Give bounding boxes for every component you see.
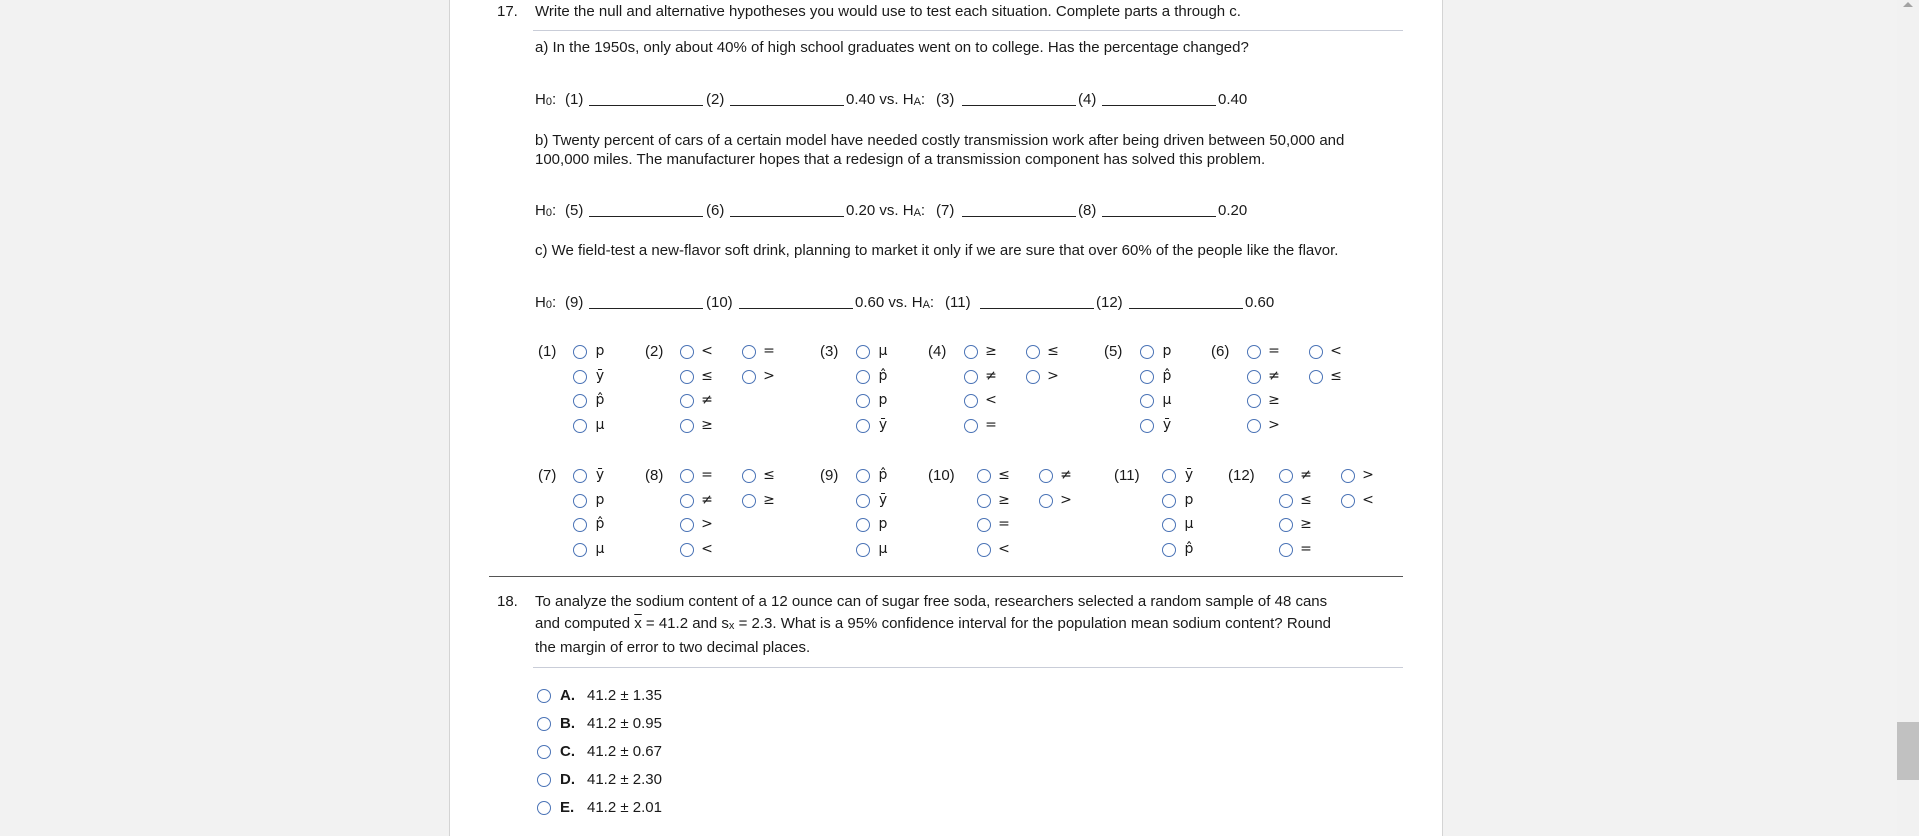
choice-group-label: (6) bbox=[1211, 343, 1230, 360]
radio-option-label: μ bbox=[1184, 516, 1194, 532]
radio-option[interactable] bbox=[680, 494, 694, 508]
radio-option[interactable] bbox=[856, 370, 870, 384]
blank-label-10: (10) bbox=[706, 294, 733, 311]
choice-group-label: (12) bbox=[1228, 467, 1255, 484]
radio-option-label: ȳ bbox=[1162, 416, 1172, 433]
radio-option[interactable] bbox=[537, 745, 551, 759]
radio-option[interactable] bbox=[1026, 345, 1040, 359]
choice-group-label: (8) bbox=[645, 467, 664, 484]
choice-group-label: (9) bbox=[820, 467, 839, 484]
radio-option[interactable] bbox=[742, 469, 756, 483]
radio-option[interactable] bbox=[573, 394, 587, 408]
choice-group-label: (1) bbox=[538, 343, 557, 360]
answer-blank-1[interactable] bbox=[589, 105, 703, 106]
blank-label-11: (11) bbox=[945, 294, 971, 311]
radio-option[interactable] bbox=[856, 518, 870, 532]
vertical-scrollbar[interactable] bbox=[1897, 0, 1919, 836]
radio-option-label: p̂ bbox=[878, 367, 888, 384]
radio-option-label: p̂ bbox=[878, 467, 888, 483]
radio-option-label: μ bbox=[595, 416, 605, 433]
radio-option-label: ≥ bbox=[763, 491, 775, 508]
radio-option-label: ≠ bbox=[1060, 467, 1072, 483]
radio-option[interactable] bbox=[573, 494, 587, 508]
radio-option-label: > bbox=[1268, 416, 1280, 433]
question-18-line1: To analyze the sodium content of a 12 ounce can of sugar free soda, researchers selected a random sample of 48 cans bbox=[535, 593, 1328, 610]
radio-option[interactable] bbox=[680, 419, 694, 433]
answer-text: 41.2 ± 0.67 bbox=[587, 743, 662, 760]
blank-label-3: (3) bbox=[936, 91, 955, 108]
blank-label-5: (5) bbox=[565, 202, 584, 219]
radio-option-label: p̂ bbox=[1162, 367, 1172, 384]
radio-option-label: ≤ bbox=[1330, 367, 1342, 384]
radio-option-label: p̂ bbox=[595, 516, 605, 532]
radio-option-label: ≥ bbox=[1268, 392, 1280, 408]
radio-option[interactable] bbox=[537, 801, 551, 815]
radio-option[interactable] bbox=[1162, 494, 1176, 508]
radio-option-label: ≥ bbox=[985, 343, 997, 359]
choice-group-label: (7) bbox=[538, 467, 557, 484]
radio-option-label: ȳ bbox=[878, 416, 888, 433]
radio-option[interactable] bbox=[573, 370, 587, 384]
radio-option[interactable] bbox=[573, 469, 587, 483]
radio-option-label: > bbox=[763, 367, 775, 384]
radio-option-label: ≠ bbox=[701, 491, 713, 508]
radio-option[interactable] bbox=[1162, 518, 1176, 532]
radio-option[interactable] bbox=[1140, 394, 1154, 408]
answer-letter: C. bbox=[560, 743, 575, 760]
radio-option[interactable] bbox=[537, 717, 551, 731]
radio-option[interactable] bbox=[742, 370, 756, 384]
blank-label-2: (2) bbox=[706, 91, 725, 108]
radio-option-label: μ bbox=[878, 540, 888, 557]
radio-option-label: = bbox=[1300, 540, 1312, 557]
radio-option[interactable] bbox=[1162, 469, 1176, 483]
radio-option[interactable] bbox=[1162, 543, 1176, 557]
radio-option[interactable] bbox=[856, 345, 870, 359]
question-page: 17. Write the null and alternative hypotheses you would use to test each situation. Complete parts a through c. a) In the 1950s, only about 40% of high school graduates went on to college. Has the percentage changed? $H_0$: (1) (2) 0.40 vs. $H_A$: (3) (4) 0.40 b) Twenty percent of cars of a certain model have needed costly transmission work after being driven between 50,000 and 100,000 miles. The manufacturer hopes that a redesign of a transmission component has solved this problem. $H_0$: (5) (6) 0.20 vs. $H_A$: (7) (8) 0.20 c) We field-test a new-flavor soft drink, planning to market it only if we are sure that over 60% of the people like the flavor. $H_0$: (9) (10) 0.60 vs. $H_A$: (11) (12) 0.60 (1) p ȳ p̂ μ (2) < ≤ ≠ ≥ = > (3) μ p̂ p ȳ (4) ≥ ≠ < = ≤ > (5) p p̂ μ ȳ (6) = ≠ ≥ > < ≤ (7) ȳ p p̂ μ (8) = ≠ > < ≤ ≥ (9) p̂ ȳ p μ (10) ≤ ≥ = < ≠ > (11) ȳ p μ p̂ (12) ≠ ≤ ≥ = > < 18. To analyze the sodium content of a 12 ounce can of sugar free soda, researchers selected a random sample of 48 cans and computed $\overline{x} = 41.2$ and $s_x = 2.3$. What is a 95% confidence interval for the population mean sodium content? Round the margin of error to two decimal places. A. 41.2 ± 1.35 B. 41.2 ± 0.95 C. 41.2 ± 0.67 D. 41.2 ± 2.30 E. 41.2 ± 2.01 bbox=[449, 0, 1443, 836]
radio-option[interactable] bbox=[573, 543, 587, 557]
answer-text: 41.2 ± 2.30 bbox=[587, 771, 662, 788]
radio-option-label: μ bbox=[878, 343, 888, 359]
answer-blank-8[interactable] bbox=[1102, 216, 1216, 217]
answer-blank-12[interactable] bbox=[1129, 308, 1243, 309]
scroll-up-arrow-icon[interactable] bbox=[1903, 2, 1913, 7]
question-17-number: 17. bbox=[497, 3, 518, 20]
answer-text: 41.2 ± 0.95 bbox=[587, 715, 662, 732]
radio-option-label: ≤ bbox=[701, 367, 713, 384]
radio-option[interactable] bbox=[1279, 469, 1293, 483]
radio-option[interactable] bbox=[856, 419, 870, 433]
radio-option-label: ȳ bbox=[878, 491, 888, 508]
radio-option-label: p bbox=[878, 516, 888, 532]
radio-option[interactable] bbox=[964, 394, 978, 408]
question-rule bbox=[533, 30, 1403, 31]
choice-group-label: (3) bbox=[820, 343, 839, 360]
radio-option[interactable] bbox=[1279, 494, 1293, 508]
radio-option[interactable] bbox=[1279, 518, 1293, 532]
radio-option[interactable] bbox=[1140, 345, 1154, 359]
answer-letter: B. bbox=[560, 715, 575, 732]
answer-blank-10[interactable] bbox=[739, 308, 853, 309]
answer-blank-4[interactable] bbox=[1102, 105, 1216, 106]
answer-text: 41.2 ± 1.35 bbox=[587, 687, 662, 704]
radio-option[interactable] bbox=[977, 494, 991, 508]
radio-option[interactable] bbox=[680, 469, 694, 483]
radio-option[interactable] bbox=[680, 394, 694, 408]
radio-option-label: ≠ bbox=[1300, 467, 1312, 483]
radio-option-label: = bbox=[985, 416, 997, 433]
radio-option[interactable] bbox=[977, 543, 991, 557]
question-18-line2: and computed $\overline{x} = 41.2$ and $s_x = 2.3$. What is a 95% confidence interval for the population mean sodium content? Round bbox=[535, 615, 1332, 632]
x-bar: $\overline{x}$ bbox=[634, 615, 642, 632]
answer-blank-7[interactable] bbox=[962, 216, 1076, 217]
answer-text: 41.2 ± 2.01 bbox=[587, 799, 662, 816]
radio-option-label: ≠ bbox=[985, 367, 997, 384]
answer-blank-11[interactable] bbox=[980, 308, 1094, 309]
radio-option-label: p bbox=[1184, 491, 1194, 508]
radio-option-label: < bbox=[701, 343, 713, 359]
blank-label-6: (6) bbox=[706, 202, 725, 219]
radio-option-label: > bbox=[701, 516, 713, 532]
radio-option[interactable] bbox=[1039, 494, 1053, 508]
radio-option[interactable] bbox=[964, 345, 978, 359]
question-rule bbox=[533, 667, 1403, 668]
choice-group-label: (4) bbox=[928, 343, 947, 360]
radio-option-label: ȳ bbox=[595, 467, 605, 483]
radio-option[interactable] bbox=[856, 494, 870, 508]
radio-option[interactable] bbox=[1309, 345, 1323, 359]
choice-group-label: (10) bbox=[928, 467, 955, 484]
blank-label-8: (8) bbox=[1078, 202, 1097, 219]
radio-option[interactable] bbox=[573, 518, 587, 532]
radio-option-label: μ bbox=[595, 540, 605, 557]
radio-option-label: > bbox=[1047, 367, 1059, 384]
radio-option[interactable] bbox=[1140, 370, 1154, 384]
part-c-text: c) We field-test a new-flavor soft drink, planning to market it only if we are sure that over 60% of the people like the flavor. bbox=[535, 242, 1339, 259]
radio-option[interactable] bbox=[856, 394, 870, 408]
radio-option-label: > bbox=[1362, 467, 1374, 483]
radio-option-label: p bbox=[878, 392, 888, 408]
radio-option-label: μ bbox=[1162, 392, 1172, 408]
radio-option-label: < bbox=[998, 540, 1010, 557]
radio-option-label: > bbox=[1060, 491, 1072, 508]
answer-blank-2[interactable] bbox=[730, 105, 844, 106]
radio-option-label: ȳ bbox=[595, 367, 605, 384]
part-b-text-1: b) Twenty percent of cars of a certain model have needed costly transmission work after being driven between 50,000 and bbox=[535, 132, 1345, 149]
radio-option-label: p bbox=[1162, 343, 1172, 359]
radio-option[interactable] bbox=[742, 494, 756, 508]
part-a-text: a) In the 1950s, only about 40% of high school graduates went on to college. Has the percentage changed? bbox=[535, 39, 1249, 56]
radio-option-label: ≥ bbox=[701, 416, 713, 433]
radio-option-label: ≤ bbox=[1300, 491, 1312, 508]
radio-option-label: ≤ bbox=[1047, 343, 1059, 359]
question-18-number: 18. bbox=[497, 593, 518, 610]
radio-option-label: ≤ bbox=[998, 467, 1010, 483]
radio-option[interactable] bbox=[1247, 345, 1261, 359]
radio-option[interactable] bbox=[537, 773, 551, 787]
radio-option[interactable] bbox=[573, 419, 587, 433]
radio-option-label: < bbox=[1362, 491, 1374, 508]
radio-option[interactable] bbox=[1140, 419, 1154, 433]
radio-option-label: = bbox=[1268, 343, 1280, 359]
answer-letter: A. bbox=[560, 687, 575, 704]
blank-label-1: (1) bbox=[565, 91, 584, 108]
radio-option-label: p bbox=[595, 343, 605, 359]
radio-option-label: ≤ bbox=[763, 467, 775, 483]
radio-option[interactable] bbox=[680, 345, 694, 359]
radio-option[interactable] bbox=[742, 345, 756, 359]
answer-blank-3[interactable] bbox=[962, 105, 1076, 106]
choice-group-label: (2) bbox=[645, 343, 664, 360]
radio-option-label: p bbox=[595, 491, 605, 508]
radio-option[interactable] bbox=[1309, 370, 1323, 384]
radio-option[interactable] bbox=[1026, 370, 1040, 384]
scrollbar-thumb[interactable] bbox=[1897, 722, 1919, 780]
radio-option-label: ≠ bbox=[701, 392, 713, 408]
answer-letter: E. bbox=[560, 799, 575, 816]
radio-option[interactable] bbox=[964, 419, 978, 433]
radio-option[interactable] bbox=[977, 469, 991, 483]
radio-option[interactable] bbox=[1247, 394, 1261, 408]
radio-option[interactable] bbox=[856, 543, 870, 557]
blank-label-12: (12) bbox=[1096, 294, 1123, 311]
radio-option[interactable] bbox=[680, 543, 694, 557]
radio-option[interactable] bbox=[1341, 494, 1355, 508]
radio-option-label: ≥ bbox=[1300, 516, 1312, 532]
radio-option[interactable] bbox=[964, 370, 978, 384]
radio-option[interactable] bbox=[680, 518, 694, 532]
answer-blank-9[interactable] bbox=[589, 308, 703, 309]
part-b-text-2: 100,000 miles. The manufacturer hopes that a redesign of a transmission component has solved this problem. bbox=[535, 151, 1266, 168]
radio-option-label: p̂ bbox=[595, 392, 605, 408]
choice-group-label: (11) bbox=[1114, 467, 1140, 484]
blank-label-9: (9) bbox=[565, 294, 584, 311]
radio-option-label: = bbox=[763, 343, 775, 359]
radio-option[interactable] bbox=[1341, 469, 1355, 483]
question-18-line3: the margin of error to two decimal places. bbox=[535, 639, 811, 656]
blank-label-4: (4) bbox=[1078, 91, 1097, 108]
radio-option-label: ≠ bbox=[1268, 367, 1280, 384]
question-separator bbox=[489, 576, 1403, 577]
choice-group-label: (5) bbox=[1104, 343, 1123, 360]
radio-option[interactable] bbox=[537, 689, 551, 703]
radio-option[interactable] bbox=[1247, 370, 1261, 384]
radio-option[interactable] bbox=[1247, 419, 1261, 433]
radio-option[interactable] bbox=[1279, 543, 1293, 557]
radio-option[interactable] bbox=[680, 370, 694, 384]
radio-option-label: ȳ bbox=[1184, 467, 1194, 483]
radio-option[interactable] bbox=[856, 469, 870, 483]
blank-label-7: (7) bbox=[936, 202, 955, 219]
radio-option-label: < bbox=[701, 540, 713, 557]
answer-letter: D. bbox=[560, 771, 575, 788]
radio-option-label: = bbox=[701, 467, 713, 483]
radio-option-label: < bbox=[985, 392, 997, 408]
answer-blank-6[interactable] bbox=[730, 216, 844, 217]
answer-blank-5[interactable] bbox=[589, 216, 703, 217]
radio-option-label: p̂ bbox=[1184, 540, 1194, 557]
radio-option[interactable] bbox=[573, 345, 587, 359]
question-17-prompt: Write the null and alternative hypotheses you would use to test each situation. Complete parts a through c. bbox=[535, 3, 1241, 20]
radio-option-label: ≥ bbox=[998, 491, 1010, 508]
radio-option-label: < bbox=[1330, 343, 1342, 359]
radio-option[interactable] bbox=[1039, 469, 1053, 483]
radio-option[interactable] bbox=[977, 518, 991, 532]
radio-option-label: = bbox=[998, 516, 1010, 532]
